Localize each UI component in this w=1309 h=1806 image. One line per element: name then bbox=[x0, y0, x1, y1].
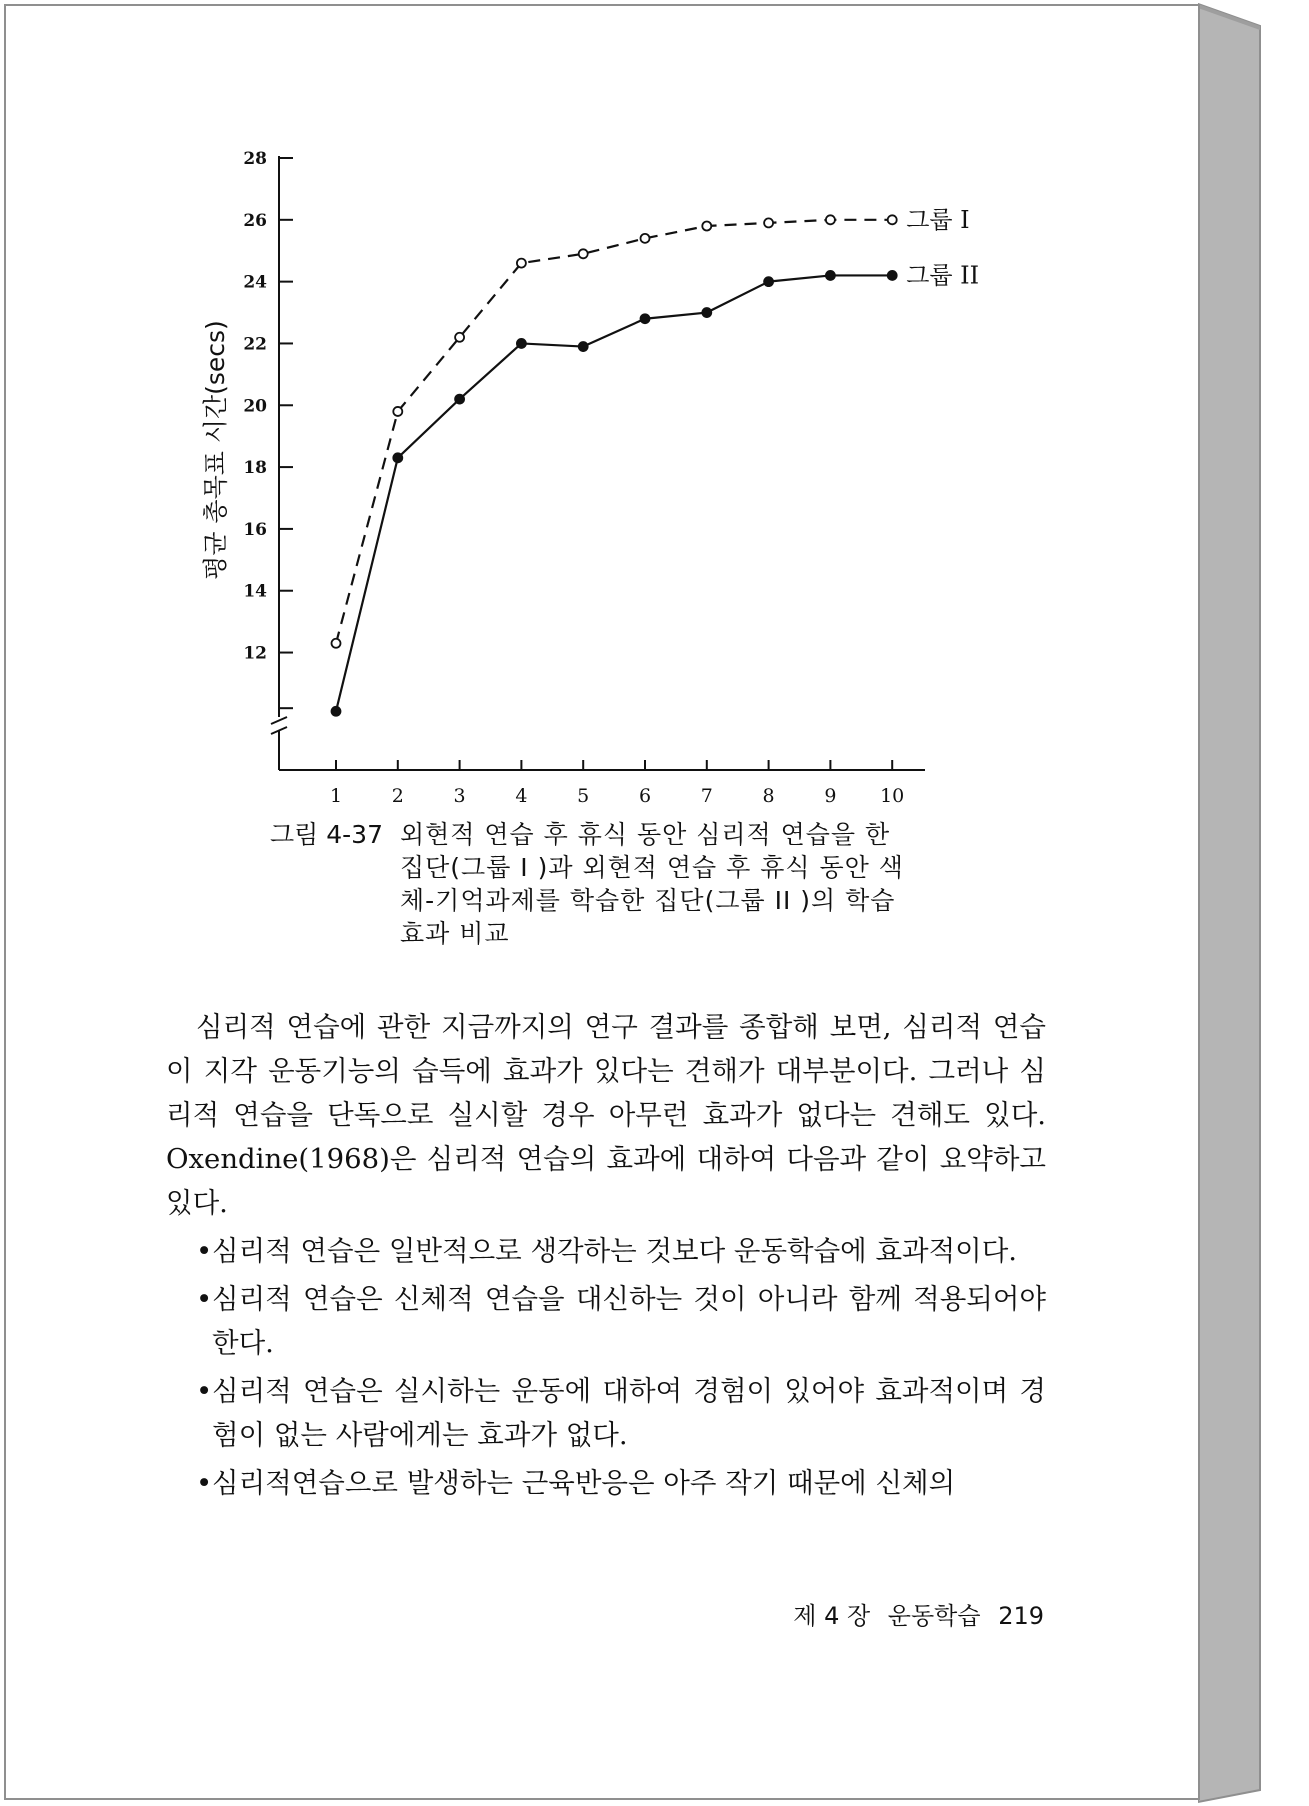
page-footer bbox=[780, 1596, 1044, 1631]
data-point-group-2 bbox=[455, 395, 464, 404]
data-point-group-1 bbox=[579, 249, 588, 258]
figure-caption-text: 외현적 연습 후 휴식 동안 심리적 연습을 한 집단(그룹 I )과 외현적 연습 후 휴식 동안 색체-기억과제를 학습한 집단(그룹 II )의 학습효과 비교 bbox=[400, 820, 904, 948]
x-tick-label: 6 bbox=[638, 785, 652, 807]
series-points bbox=[332, 215, 897, 715]
y-tick-label: 12 bbox=[243, 643, 267, 664]
data-point-group-2 bbox=[517, 339, 526, 348]
bullet-text: 심리적 연습은 실시하는 운동에 대하여 경험이 있어야 효과적이며 경험이 없는 사람에게는 효과가 없다. bbox=[212, 1375, 1046, 1451]
data-point-group-1 bbox=[888, 215, 897, 224]
y-axis-ticks bbox=[243, 149, 293, 708]
figure-label: 그림 4-37 bbox=[270, 820, 383, 849]
x-tick-label: 4 bbox=[515, 785, 528, 807]
page-number: 219 bbox=[998, 1602, 1044, 1630]
data-point-group-2 bbox=[332, 707, 341, 716]
x-tick-label: 8 bbox=[762, 785, 775, 807]
data-point-group-2 bbox=[393, 453, 402, 462]
section-title: 운동학습 bbox=[887, 1602, 981, 1630]
x-tick-label: 5 bbox=[577, 785, 590, 807]
x-tick-label: 2 bbox=[391, 785, 404, 807]
series-labels bbox=[906, 206, 979, 290]
data-point-group-2 bbox=[888, 271, 897, 280]
figure-caption bbox=[270, 818, 920, 950]
axis-break-mark bbox=[271, 717, 287, 724]
data-point-group-2 bbox=[764, 277, 773, 286]
bullet-text: 심리적 연습은 신체적 연습을 대신하는 것이 아니라 함께 적용되어야 한다. bbox=[212, 1283, 1046, 1359]
x-tick-label: 1 bbox=[329, 785, 343, 807]
y-tick-label: 16 bbox=[243, 519, 267, 540]
chart-axes bbox=[271, 156, 925, 770]
y-axis-label: 평균 총목표 시간(secs) bbox=[201, 320, 230, 580]
data-point-group-2 bbox=[641, 314, 650, 323]
book-side-edge bbox=[1198, 0, 1309, 1806]
data-point-group-2 bbox=[579, 342, 588, 351]
data-point-group-1 bbox=[517, 259, 526, 268]
y-tick-label: 24 bbox=[243, 272, 267, 293]
bullet-marker: • bbox=[196, 1467, 213, 1499]
x-tick-label: 9 bbox=[824, 785, 837, 807]
body-paragraph: 심리적 연습에 관한 지금까지의 연구 결과를 종합해 보면, 심리적 연습이 지각 운동기능의 습득에 효과가 있다는 견해가 대부분이다. 그러나 심리적 연습을 단독으로 실시할 경우 아무런 효과가 없다는 견해도 있다. Oxendine(1968)은 심리적 연습의 효과에 대하여 다음과 같이 요약하고 있다. bbox=[166, 1011, 1046, 1219]
series-line-group-1 bbox=[336, 220, 892, 643]
bullet-text: 심리적 연습은 일반적으로 생각하는 것보다 운동학습에 효과적이다. bbox=[212, 1235, 1018, 1267]
data-point-group-2 bbox=[702, 308, 711, 317]
bullet-list bbox=[166, 1229, 1046, 1505]
series-lines bbox=[336, 220, 892, 711]
x-axis-ticks bbox=[330, 760, 904, 807]
x-tick-label: 7 bbox=[700, 785, 713, 807]
data-point-group-2 bbox=[826, 271, 835, 280]
x-tick-label: 10 bbox=[880, 785, 905, 807]
chapter-label: 제 4 장 bbox=[793, 1602, 871, 1630]
bullet-marker: • bbox=[196, 1235, 213, 1267]
bullet-item bbox=[166, 1229, 1046, 1273]
y-tick-label: 20 bbox=[243, 396, 267, 417]
data-point-group-1 bbox=[641, 234, 650, 243]
y-tick-label: 14 bbox=[243, 581, 267, 602]
data-point-group-1 bbox=[826, 215, 835, 224]
series-line-group-2 bbox=[336, 275, 892, 711]
series-label: 그룹 I bbox=[906, 205, 970, 234]
x-tick-label: 3 bbox=[453, 785, 466, 807]
y-tick-label: 22 bbox=[243, 334, 267, 355]
data-point-group-1 bbox=[764, 218, 773, 227]
data-point-group-1 bbox=[332, 639, 341, 648]
series-label: 그룹 II bbox=[906, 261, 980, 290]
bullet-item bbox=[166, 1461, 1046, 1505]
y-tick-label: 26 bbox=[243, 210, 267, 231]
y-tick-label: 18 bbox=[243, 458, 267, 479]
y-tick-label: 28 bbox=[243, 149, 267, 169]
body-text bbox=[166, 1005, 1046, 1509]
data-point-group-1 bbox=[702, 222, 711, 231]
bullet-marker: • bbox=[196, 1375, 213, 1407]
bullet-text: 심리적연습으로 발생하는 근육반응은 아주 작기 때문에 신체의 bbox=[212, 1467, 956, 1499]
line-chart bbox=[180, 120, 980, 820]
bullet-item bbox=[166, 1369, 1046, 1457]
bullet-item bbox=[166, 1277, 1046, 1365]
data-point-group-1 bbox=[455, 333, 464, 342]
data-point-group-1 bbox=[393, 407, 402, 416]
bullet-marker: • bbox=[196, 1283, 213, 1315]
